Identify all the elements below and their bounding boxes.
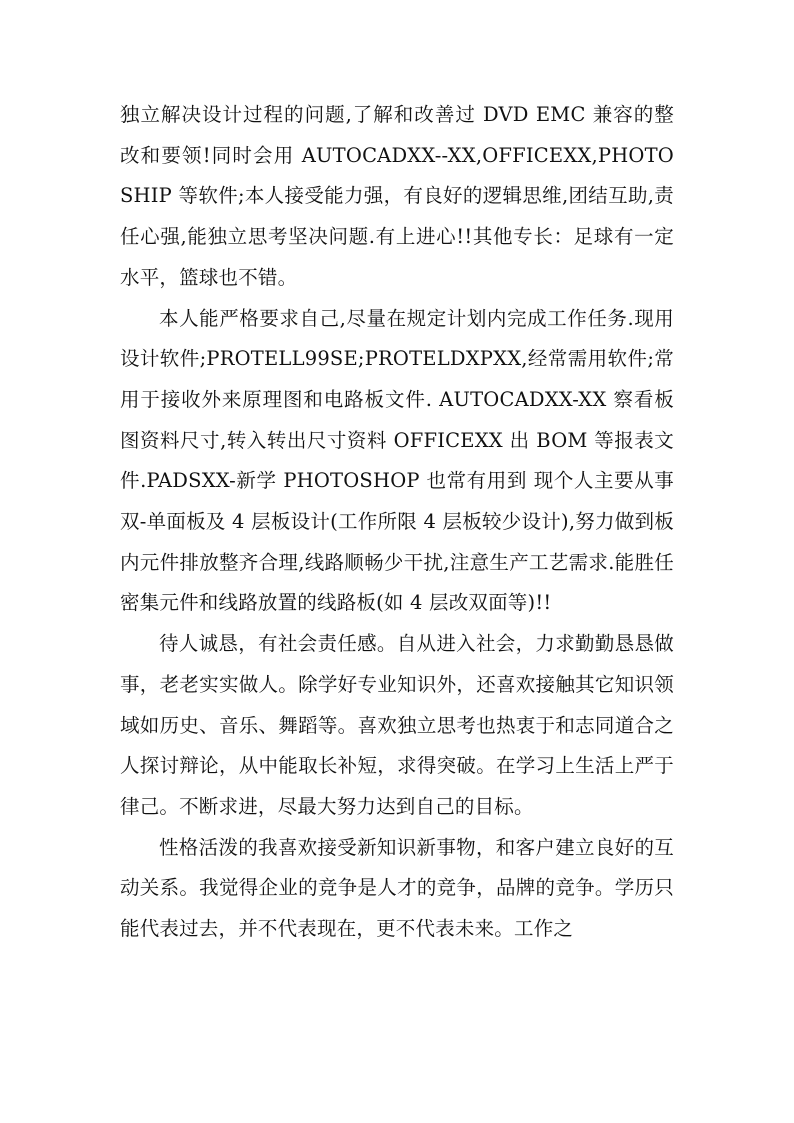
- paragraph-4: 性格活泼的我喜欢接受新知识新事物，和客户建立良好的互动关系。我觉得企业的竞争是人才的竞争，品牌的竞争。学历只能代表过去，并不代表现在，更不代表未来。工作之: [120, 835, 674, 941]
- document-page: [120, 95, 674, 950]
- paragraph-2: 本人能严格要求自己,尽量在规定计划内完成工作任务.现用设计软件;PROTELL99SE;PROTELDXPXX,经常需用软件;常用于接收外来原理图和电路板文件. AUTOCADXX-XX 察看板图资料尺寸,转入转出尺寸资料 OFFICEXX 出 BOM 等报表文件.PADSXX-新学 PHOTOSHOP 也常有用到 现个人主要从事双-单面板及 4 层板设计(工作所限 4 层板较少设计),努力做到板内元件排放整齐合理,线路顺畅少干扰,注意生产工艺需求.能胜任密集元件和线路放置的线路板(如 4 层改双面等)!!: [120, 306, 674, 615]
- paragraph-1: 独立解决设计过程的问题,了解和改善过 DVD EMC 兼容的整改和要领!同时会用 AUTOCADXX--XX,OFFICEXX,PHOTOSHIP 等软件;本人接受能力强，有良好的逻辑思维,团结互助,责任心强,能独立思考坚决问题.有上进心!!其他专长：足球有一定水平，篮球也不错。: [120, 103, 674, 289]
- paragraph-3: 待人诚恳，有社会责任感。自从进入社会，力求勤勤恳恳做事，老老实实做人。除学好专业知识外，还喜欢接触其它知识领域如历史、音乐、舞蹈等。喜欢独立思考也热衷于和志同道合之人探讨辩论，从中能取长补短，求得突破。在学习上生活上严于律己。不断求进，尽最大努力达到自己的目标。: [120, 632, 674, 818]
